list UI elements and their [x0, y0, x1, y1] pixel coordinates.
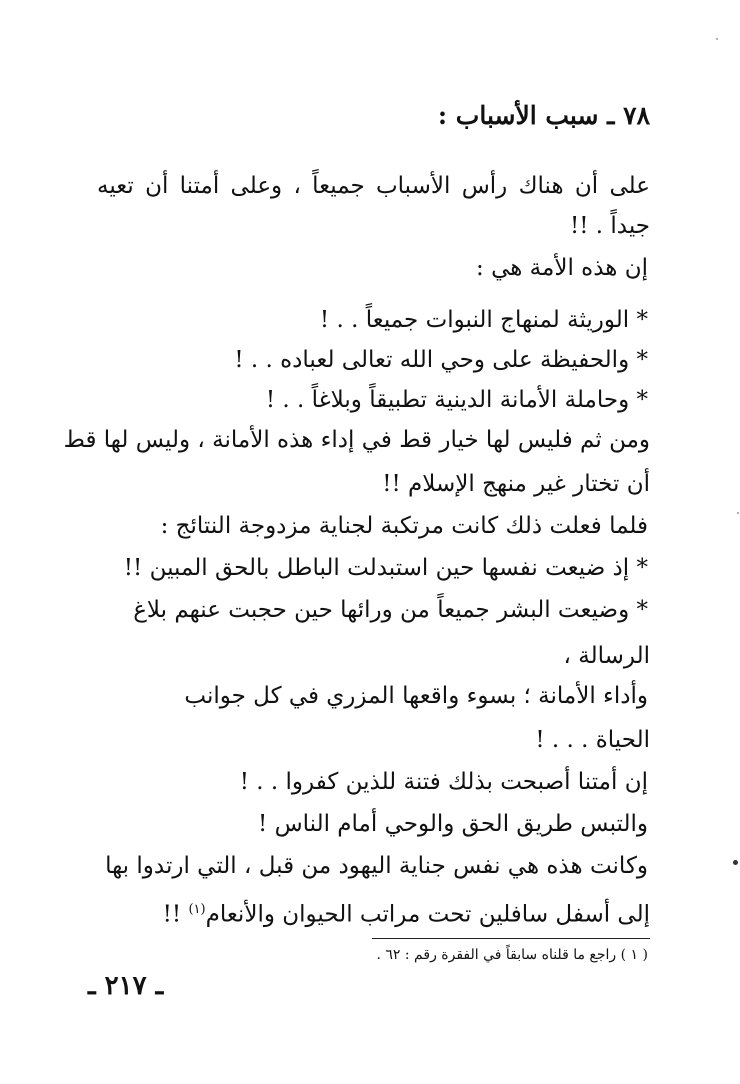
body-line-3: إن هذه الأمة هي :: [476, 255, 648, 281]
body-line-5: أن تختار غير منهج الإسلام !!: [382, 471, 650, 497]
body-line-2: جيداً . !!: [569, 213, 650, 239]
body-line-11: والتبس طريق الحق والوحي أمام الناس !: [258, 811, 648, 837]
body-line-10: إن أمتنا أصبحت بذلك فتنة للذين كفروا . . !: [239, 769, 648, 795]
bullet-line-5: * وضيعت البشر جميعاً من ورائها حين حجبت عنهم بلاغ: [133, 597, 648, 623]
body-line-4: ومن ثم فليس لها خيار قط في إداء هذه الأمانة ، وليس لها قط: [63, 427, 650, 453]
body-line-13: [163, 890, 650, 930]
page-number: ـ ٢١٧ ـ: [88, 971, 164, 1001]
bullet-line-1: * الوريثة لمنهاج النبوات جميعاً . . !: [319, 307, 648, 333]
body-line-9: الحياة . . . !: [535, 727, 650, 753]
scan-speck: [737, 512, 739, 514]
bullet-line-3: * وحاملة الأمانة الدينية تطبيقاً وبلاغاً . . !: [265, 387, 648, 413]
body-line-6: فلما فعلت ذلك كانت مرتكبة لجناية مزدوجة النتائج :: [160, 513, 648, 539]
footnote-divider: [372, 938, 650, 939]
body-line-7: الرسالة ،: [563, 643, 650, 669]
body-line-12: وكانت هذه هي نفس جناية اليهود من قبل ، التي ارتدوا بها: [105, 853, 648, 879]
bullet-line-4: * إذ ضيعت نفسها حين استبدلت الباطل بالحق المبين !!: [123, 555, 648, 581]
body-line-13-text: إلى أسفل سافلين تحت مراتب الحيوان والأنعام: [205, 901, 650, 928]
section-heading: ٧٨ ـ سبب الأسباب :: [437, 101, 650, 130]
body-line-1: على أن هناك رأس الأسباب جميعاً ، وعلى أمتنا أن تعيه: [97, 173, 650, 199]
scan-mark: [733, 860, 738, 865]
footnote-reference: (١): [188, 902, 206, 917]
bullet-line-2: * والحفيظة على وحي الله تعالى لعباده . . !: [234, 347, 648, 373]
body-line-13-end: !!: [162, 901, 189, 928]
footnote: ( ١ ) راجع ما قلناه سابقاً في الفقرة رقم : ٦٢ .: [376, 947, 648, 963]
body-line-8: وأداء الأمانة ؛ بسوء واقعها المزري في كل جوانب: [184, 683, 648, 709]
scan-speck: [716, 38, 718, 40]
